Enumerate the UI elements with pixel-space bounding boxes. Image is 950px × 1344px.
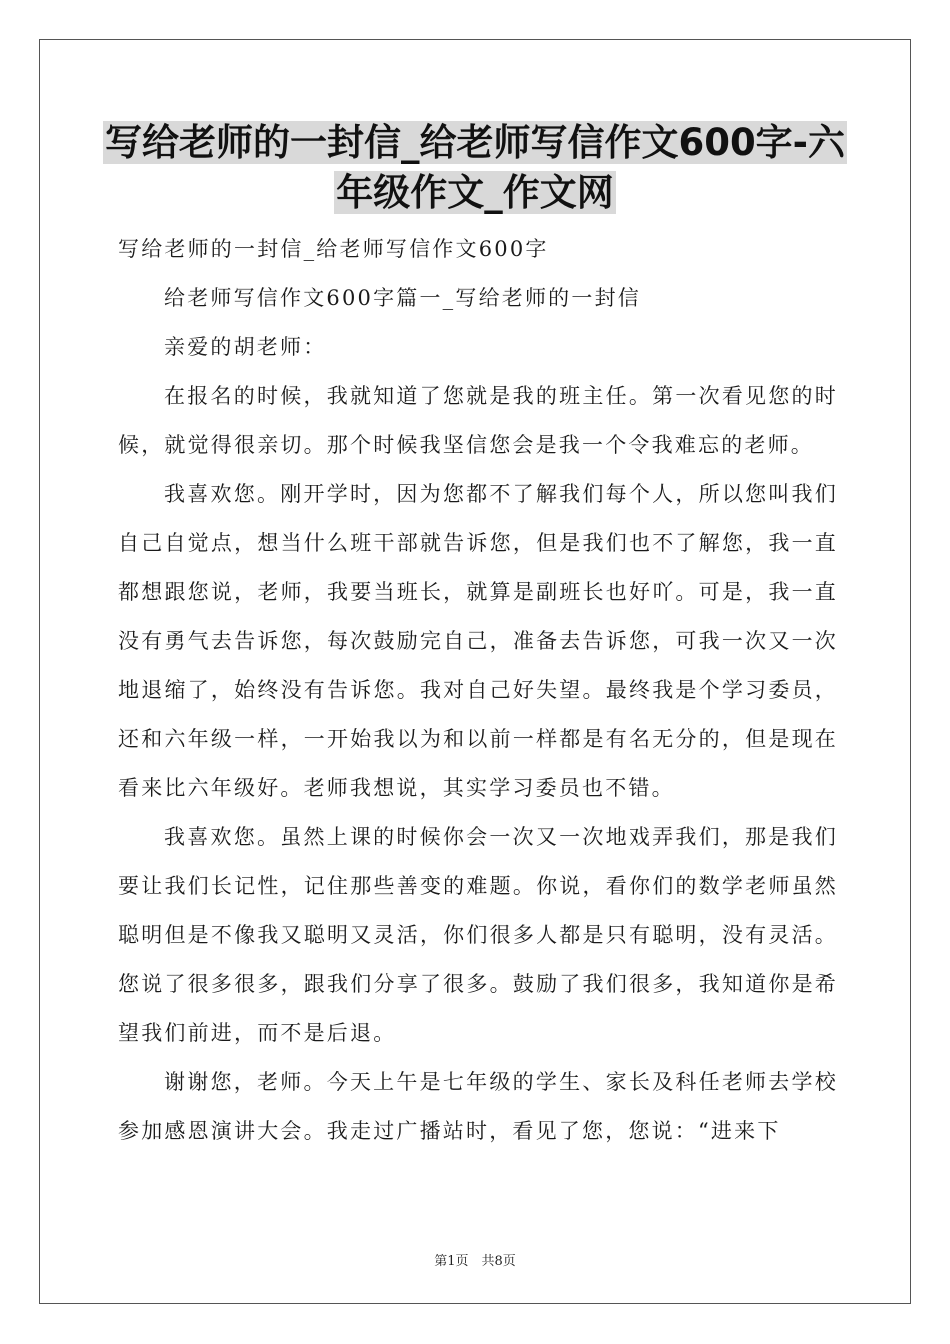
document-title xyxy=(60,118,890,218)
document-body xyxy=(118,225,838,1156)
title-line-1: 写给老师的一封信_给老师写信作文600字-六 xyxy=(104,121,846,164)
paragraph: 我喜欢您。虽然上课的时候你会一次又一次地戏弄我们，那是我们要让我们长记性，记住那些善变的难题。你说，看你们的数学老师虽然聪明但是不像我又聪明又灵活，你们很多人都是只有聪明，没有灵活。您说了很多很多，跟我们分享了很多。鼓励了我们很多，我知道你是希望我们前进，而不是后退。 xyxy=(118,825,838,1045)
document-subtitle: 写给老师的一封信_给老师写信作文600字 xyxy=(118,237,549,261)
paragraph-section-heading: 给老师写信作文600字篇一_写给老师的一封信 xyxy=(164,286,641,310)
paragraph-salutation: 亲爱的胡老师： xyxy=(164,335,327,359)
paragraph: 在报名的时候，我就知道了您就是我的班主任。第一次看见您的时候，就觉得很亲切。那个时候我坚信您会是我一个令我难忘的老师。 xyxy=(118,384,838,457)
page-number-footer: 第1页 共8页 xyxy=(434,1254,516,1269)
paragraph: 我喜欢您。刚开学时，因为您都不了解我们每个人，所以您叫我们自己自觉点，想当什么班干部就告诉您，但是我们也不了解您，我一直都想跟您说，老师，我要当班长，就算是副班长也好吖。可是，我一直没有勇气去告诉您，每次鼓励完自己，准备去告诉您，可我一次又一次地退缩了，始终没有告诉您。我对自己好失望。最终我是个学习委员，还和六年级一样，一开始我以为和以前一样都是有名无分的，但是现在看来比六年级好。老师我想说，其实学习委员也不错。 xyxy=(118,482,838,800)
title-line-2: 年级作文_作文网 xyxy=(336,171,614,214)
paragraph: 谢谢您，老师。今天上午是七年级的学生、家长及科任老师去学校参加感恩演讲大会。我走过广播站时，看见了您，您说：“进来下 xyxy=(118,1070,838,1143)
